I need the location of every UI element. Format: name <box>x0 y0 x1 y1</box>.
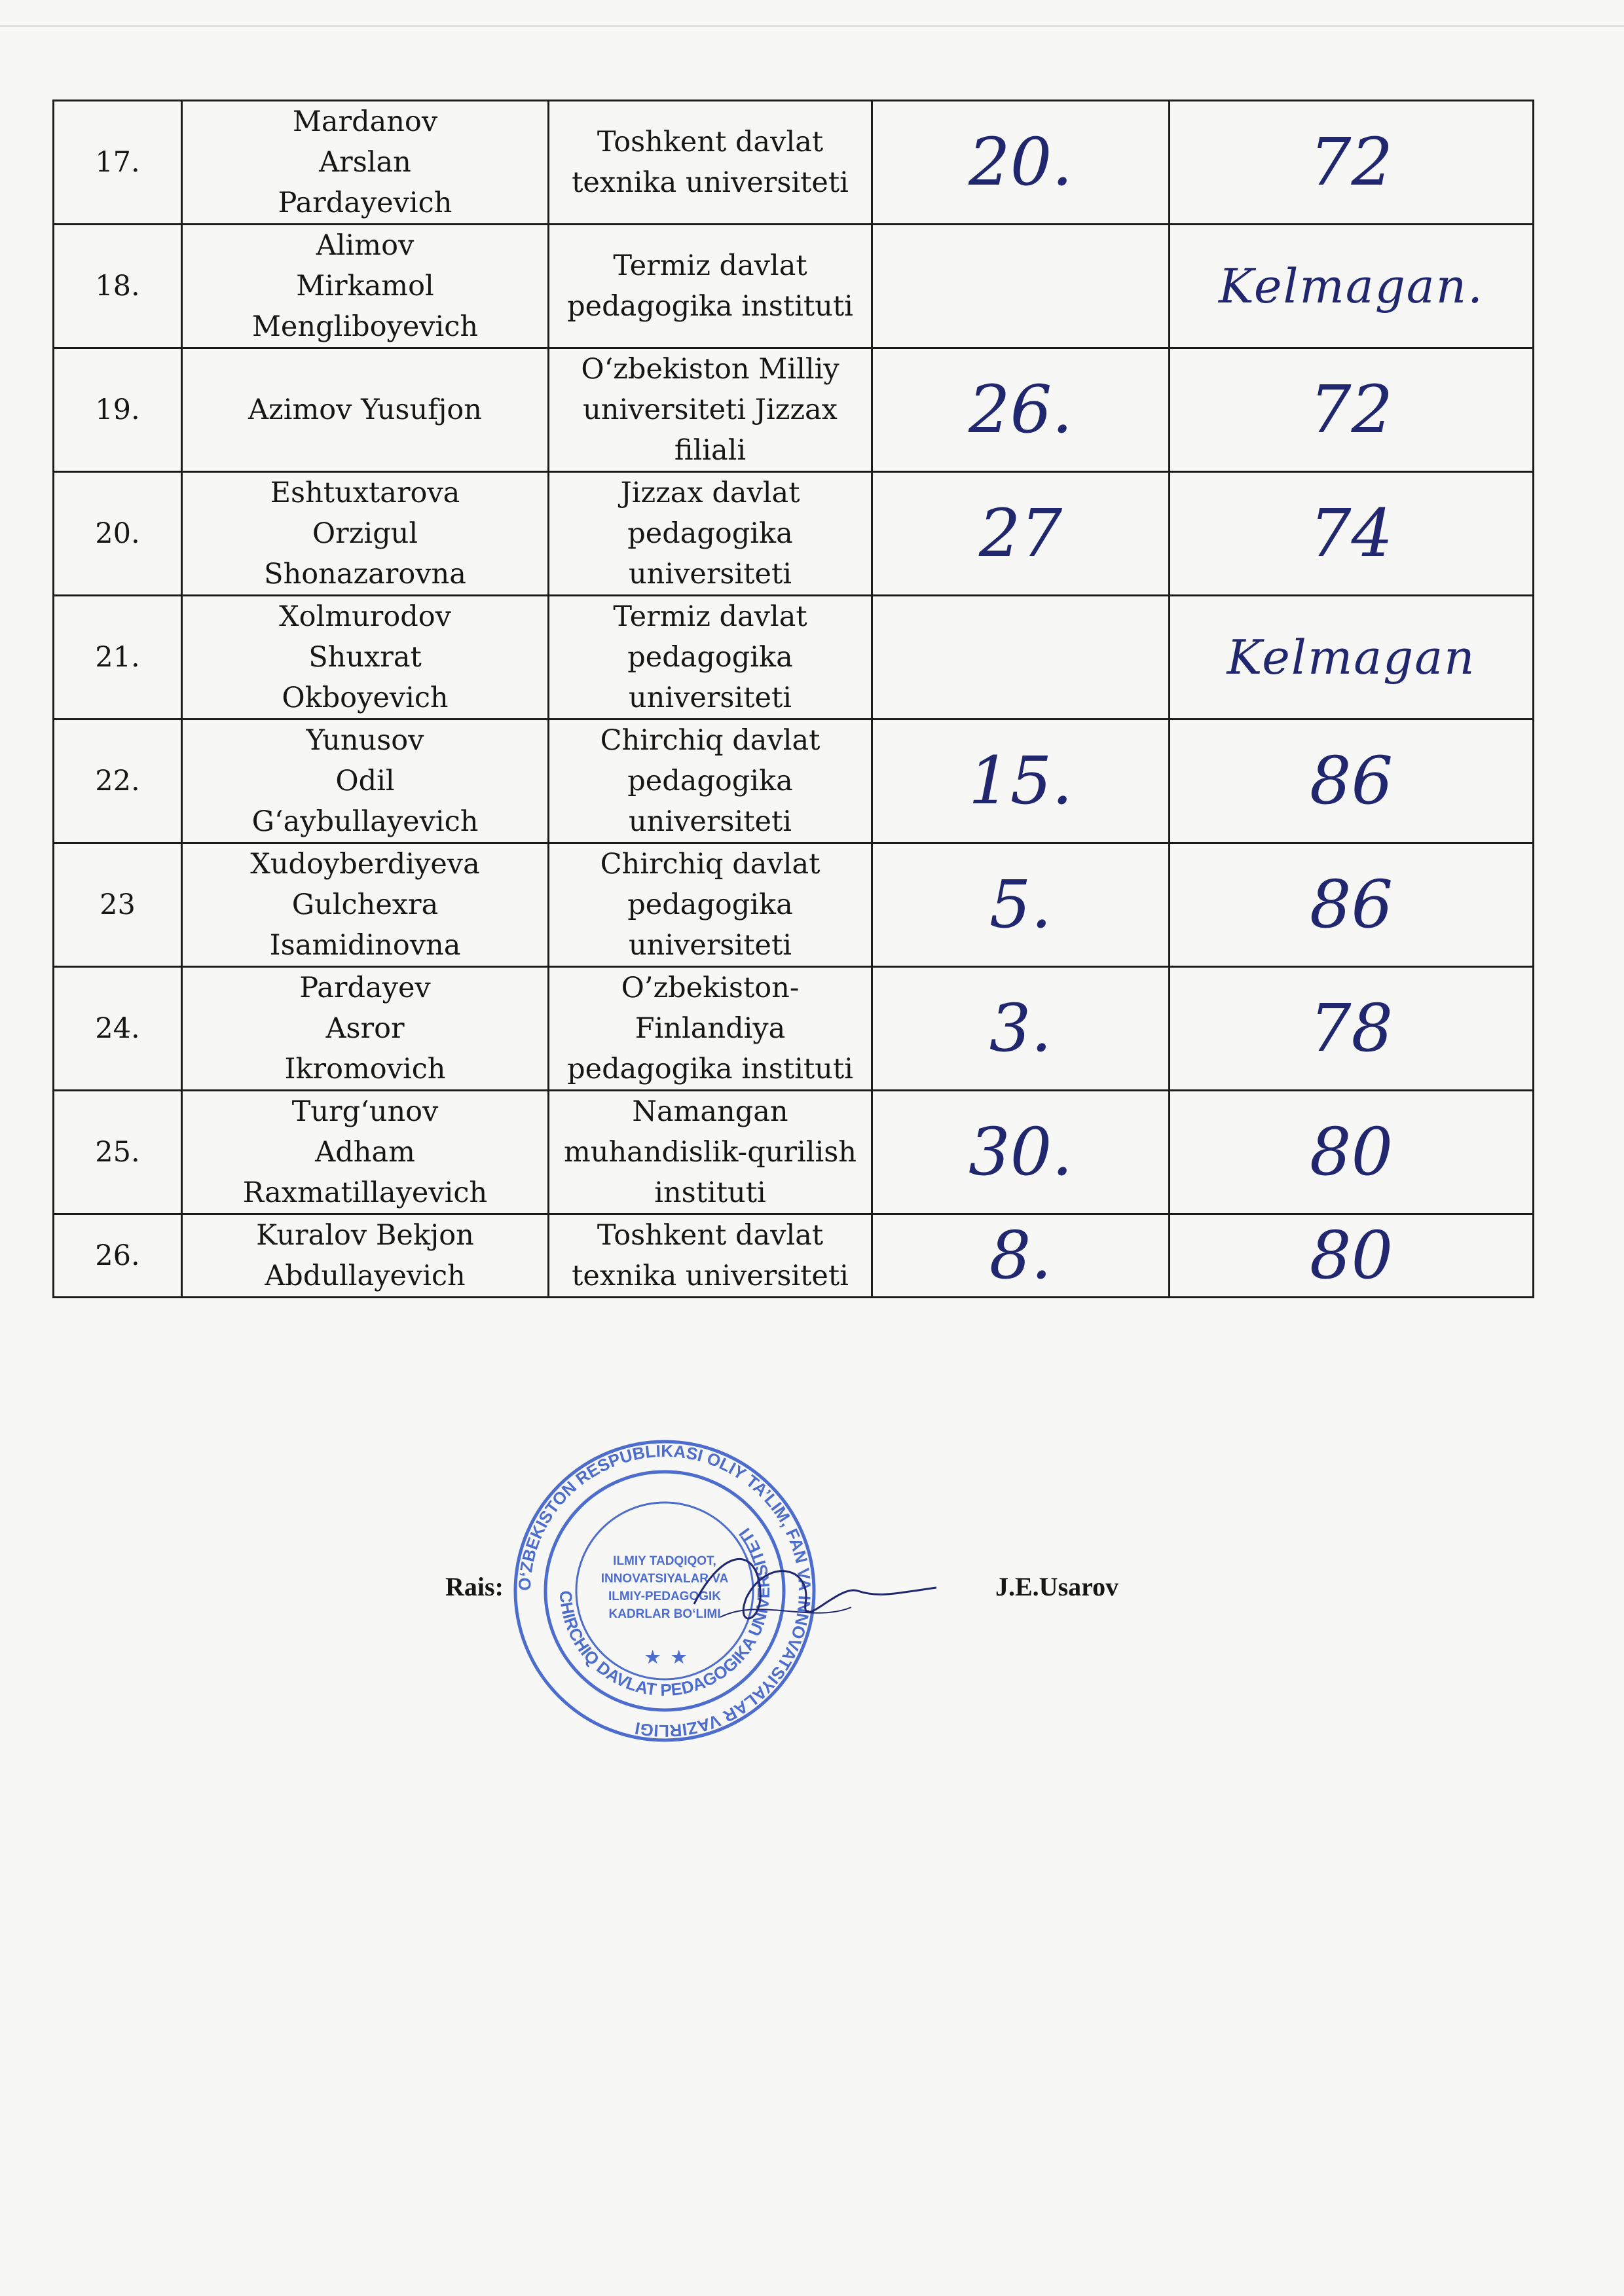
participant-name-cell <box>182 967 549 1091</box>
rank-cell <box>872 1091 1170 1214</box>
institution-line: universiteti Jizzax <box>583 393 838 426</box>
rank-cell <box>872 101 1170 225</box>
institution-line: Toshkent davlat <box>597 126 824 158</box>
institution-line: pedagogika <box>627 888 793 921</box>
row-number-cell <box>54 1091 182 1214</box>
participant-name-line: Mengliboyevich <box>251 310 479 343</box>
institution-line: universiteti <box>628 682 792 714</box>
institution-line: Chirchiq davlat <box>600 848 821 881</box>
rank-cell <box>872 967 1170 1091</box>
participant-name-line: Mirkamol <box>296 270 434 302</box>
institution-cell <box>549 843 872 967</box>
handwritten-rank: 5. <box>989 866 1052 943</box>
handwritten-score: 80 <box>1309 1113 1393 1190</box>
institution-line: filiali <box>674 434 747 467</box>
participant-name-cell <box>182 348 549 472</box>
row-number: 22. <box>95 765 140 797</box>
stamp-inner-line: KADRLAR BO‘LIMI <box>608 1607 721 1621</box>
stamp-inner-line: INNOVATSIYALAR VA <box>600 1572 729 1586</box>
participant-name-cell <box>182 843 549 967</box>
row-number: 21. <box>95 641 140 674</box>
participant-name-cell <box>182 596 549 720</box>
participant-name-line: Alimov <box>316 229 415 262</box>
rank-cell <box>872 843 1170 967</box>
institution-line: pedagogika instituti <box>567 290 853 323</box>
participant-name-line: G‘aybullayevich <box>251 805 479 838</box>
institution-line: Termiz davlat <box>613 249 807 282</box>
row-number: 23 <box>100 888 136 921</box>
rais-label: Rais: <box>445 1572 504 1601</box>
institution-cell <box>549 348 872 472</box>
score-cell <box>1170 967 1534 1091</box>
row-number-cell <box>54 1214 182 1298</box>
participant-name-line: Raxmatillayevich <box>242 1176 488 1209</box>
row-number-cell <box>54 472 182 596</box>
institution-line: O’zbekiston- <box>621 972 800 1004</box>
rank-cell <box>872 472 1170 596</box>
row-number-cell <box>54 596 182 720</box>
institution-cell <box>549 1091 872 1214</box>
institution-cell <box>549 967 872 1091</box>
participant-name-line: Orzigul <box>312 517 418 550</box>
participant-name-line: Pardayevich <box>278 187 452 219</box>
row-number: 24. <box>95 1012 140 1045</box>
score-cell <box>1170 348 1534 472</box>
row-number: 17. <box>95 146 140 179</box>
row-number: 19. <box>95 393 140 426</box>
handwritten-rank: 15. <box>968 742 1073 819</box>
participant-name-line: Shonazarovna <box>264 558 466 591</box>
institution-line: Namangan <box>632 1095 788 1128</box>
row-number-cell <box>54 720 182 843</box>
participant-name-line: Eshtuxtarova <box>270 477 460 509</box>
table-row <box>54 720 1534 843</box>
score-cell <box>1170 1091 1534 1214</box>
institution-line: texnika universiteti <box>572 166 849 199</box>
participant-name-line: Asror <box>325 1012 405 1045</box>
institution-line: Chirchiq davlat <box>600 724 821 757</box>
stamp-inner-line: ILMIY TADQIQOT, <box>613 1554 716 1568</box>
participant-name-line: Kuralov Bekjon <box>256 1219 474 1252</box>
institution-line: texnika universiteti <box>572 1260 849 1292</box>
participant-name-cell <box>182 472 549 596</box>
participant-name-line: Pardayev <box>299 972 431 1004</box>
rank-cell <box>872 1214 1170 1298</box>
participant-name-line: Adham <box>315 1136 415 1169</box>
row-number: 26. <box>95 1239 140 1272</box>
handwritten-rank: 8. <box>989 1216 1052 1294</box>
participant-name-line: Odil <box>335 765 395 797</box>
score-cell <box>1170 720 1534 843</box>
participant-name-line: Ikromovich <box>284 1053 446 1085</box>
participant-name-cell <box>182 720 549 843</box>
handwritten-score: Kelmagan. <box>1219 259 1484 314</box>
handwritten-score: 72 <box>1309 371 1393 448</box>
rank-cell <box>872 225 1170 348</box>
row-number: 20. <box>95 517 140 550</box>
participant-name-line: Okboyevich <box>282 682 449 714</box>
handwritten-score: 72 <box>1309 123 1393 200</box>
chair-name: J.E.Usarov <box>995 1572 1119 1601</box>
participant-name-line: Arslan <box>319 146 411 179</box>
row-number: 18. <box>95 270 140 302</box>
stamp-star-icon: ★ <box>671 1647 687 1667</box>
institution-cell <box>549 596 872 720</box>
institution-cell <box>549 1214 872 1298</box>
handwritten-rank: 20. <box>968 123 1073 200</box>
institution-line: muhandislik-qurilish <box>564 1136 857 1169</box>
row-number-cell <box>54 967 182 1091</box>
institution-cell <box>549 225 872 348</box>
participant-name-cell <box>182 225 549 348</box>
row-number-cell <box>54 843 182 967</box>
institution-line: universiteti <box>628 558 792 591</box>
participant-name-line: Turg‘unov <box>291 1095 439 1128</box>
score-cell <box>1170 596 1534 720</box>
institution-line: universiteti <box>628 929 792 962</box>
institution-line: pedagogika <box>627 641 793 674</box>
institution-line: universiteti <box>628 805 792 838</box>
stamp-outer-text: O‘ZBEKISTON RESPUBLIKASI OLIY TA’LIM, FAN VA INNOVATSIYALAR VAZIRLIGI <box>514 1440 815 1741</box>
handwritten-score: 80 <box>1309 1216 1393 1294</box>
row-number: 25. <box>95 1136 140 1169</box>
score-cell <box>1170 1214 1534 1298</box>
row-number-cell <box>54 225 182 348</box>
institution-line: pedagogika <box>627 517 793 550</box>
score-cell <box>1170 843 1534 967</box>
participant-name-line: Isamidinovna <box>269 929 461 962</box>
participant-name-line: Gulchexra <box>291 888 439 921</box>
handwritten-rank: 27 <box>978 494 1063 572</box>
table-row <box>54 967 1534 1091</box>
rank-cell <box>872 348 1170 472</box>
institution-line: instituti <box>654 1176 766 1209</box>
table-row <box>54 596 1534 720</box>
institution-cell <box>549 472 872 596</box>
institution-line: pedagogika <box>627 765 793 797</box>
table-row <box>54 1214 1534 1298</box>
row-number-cell <box>54 101 182 225</box>
table-row <box>54 1091 1534 1214</box>
stamp-middle-text: CHIRCHIQ DAVLAT PEDAGOGIKA UNIVERSITETI <box>555 1524 774 1700</box>
table-row <box>54 348 1534 472</box>
handwritten-signature <box>681 1525 943 1656</box>
stamp-inner-line: ILMIY-PEDAGOGIK <box>608 1590 722 1603</box>
participant-name-line: Azimov Yusufjon <box>248 393 483 426</box>
institution-line: O‘zbekiston Milliy <box>581 353 840 386</box>
participant-name-line: Xolmurodov <box>279 600 451 633</box>
participant-name-line: Xudoyberdiyeva <box>250 848 480 881</box>
participant-name-line: Yunusov <box>306 724 424 757</box>
institution-cell <box>549 101 872 225</box>
participant-name-cell <box>182 1214 549 1298</box>
score-cell <box>1170 472 1534 596</box>
participant-name-cell <box>182 1091 549 1214</box>
institution-line: Toshkent davlat <box>597 1219 824 1252</box>
handwritten-score: 86 <box>1309 866 1393 943</box>
institution-cell <box>549 720 872 843</box>
table-row <box>54 843 1534 967</box>
handwritten-score: Kelmagan <box>1227 630 1476 685</box>
handwritten-score: 86 <box>1309 742 1393 819</box>
score-cell <box>1170 101 1534 225</box>
score-cell <box>1170 225 1534 348</box>
row-number-cell <box>54 348 182 472</box>
table-row <box>54 472 1534 596</box>
page-top-rule <box>0 25 1624 27</box>
stamp-star-icon: ★ <box>645 1647 661 1667</box>
institution-line: Termiz davlat <box>613 600 807 633</box>
rank-cell <box>872 596 1170 720</box>
results-table-body <box>54 101 1534 1298</box>
participant-name-line: Shuxrat <box>308 641 422 674</box>
institution-line: Finlandiya <box>635 1012 786 1045</box>
handwritten-score: 78 <box>1309 989 1393 1066</box>
institution-line: Jizzax davlat <box>620 477 800 509</box>
participant-name-cell <box>182 101 549 225</box>
results-table <box>52 100 1534 1298</box>
table-row <box>54 101 1534 225</box>
handwritten-rank: 3. <box>989 989 1052 1066</box>
participant-name-line: Mardanov <box>292 105 438 138</box>
handwritten-rank: 26. <box>968 371 1073 448</box>
rank-cell <box>872 720 1170 843</box>
handwritten-score: 74 <box>1309 494 1393 572</box>
institution-line: pedagogika instituti <box>567 1053 853 1085</box>
table-row <box>54 225 1534 348</box>
handwritten-rank: 30. <box>968 1113 1073 1190</box>
participant-name-line: Abdullayevich <box>265 1260 466 1292</box>
